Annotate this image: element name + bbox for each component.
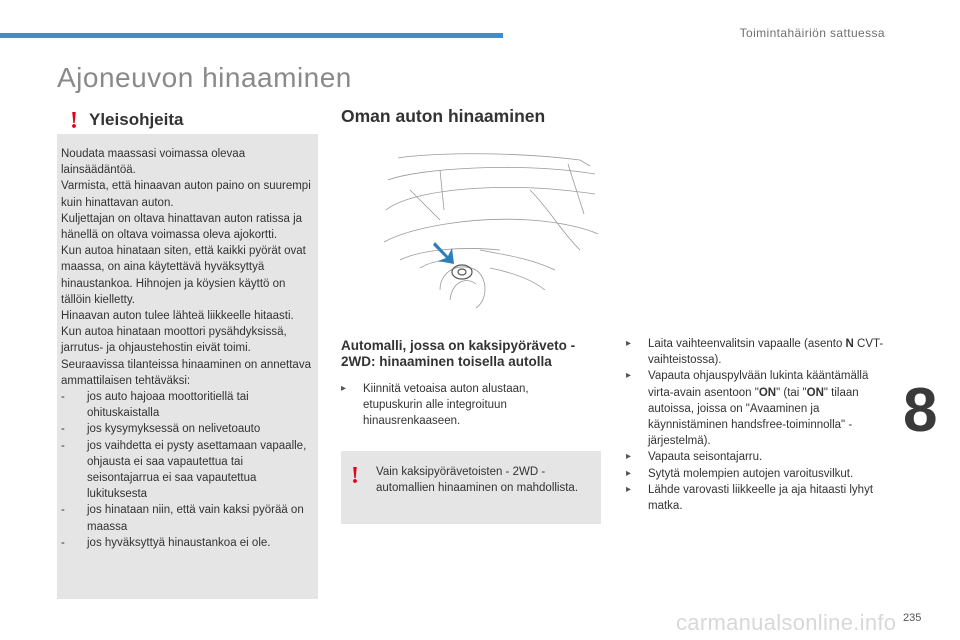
towing-steps-column-a [341,381,591,430]
list-item: - jos hyväksyttyä hinaustankoa ei ole. [61,535,315,551]
page-title: Ajoneuvon hinaaminen [57,62,352,93]
general-instructions-text [61,146,315,551]
step-text: (tai " [783,386,807,399]
general-instructions-title: Yleisohjeita [89,110,184,129]
paragraph: Seuraavissa tilanteissa hinaaminen on annettava ammattilaisen tehtäväksi: [61,358,311,387]
step-emphasis: ON [758,386,777,399]
step-emphasis: ON [806,386,824,399]
own-car-towing-title: Oman auton hinaaminen [341,106,546,126]
warning-icon: ! [70,108,78,134]
section-label: Toimintahäiriön sattuessa [739,26,885,40]
step-text: Vapauta ohjauspylvään lukinta [648,370,804,383]
step-item: ▸ Vapauta seisontajarru. [626,449,888,465]
paragraph: Kuljettajan on oltava hinattavan auton ratissa ja hänellä on oltava voimassa oleva ajokortti. [61,212,303,242]
step-item: ▸ Sytytä molempien autojen varoitusvilkut. [626,466,888,482]
list-item: - jos kysymyksessä on nelivetoauto [61,421,315,437]
warning-note-text: Vain kaksipyörävetoisten - 2WD - automallien hinaaminen on mahdollista. [376,466,579,495]
towing-eye-illustration [380,150,602,310]
general-instructions-panel [57,106,318,599]
step-text: Laita vaihteenvalitsin vapaalle (asento [648,338,846,350]
step-item: ▸ Lähde varovasti liikkeelle ja aja hitaasti lyhyt matka. [626,482,888,514]
paragraph: Varmista, että hinaavan auton paino on suurempi kuin hinattavan auton. [61,180,311,209]
towing-steps-column-b [626,336,888,514]
chapter-number: 8 [903,376,938,445]
list-item: - jos hinataan niin, että vain kaksi pyörää on maassa [61,502,315,534]
warning-icon: ! [351,463,359,489]
paragraph: Kun autoa hinataan moottori pysähdyksissä, jarrutus- ja ohjaustehostin eivät toimi. [61,326,287,355]
step-item [626,368,888,449]
step-item [626,336,888,368]
header-accent-bar [0,33,503,38]
warning-note-box [341,451,601,524]
professional-towing-list [61,389,315,551]
step-text: kääntämällä virta-avain asentoon " [648,370,869,399]
step-text: " [776,386,781,399]
list-item: - jos auto hajoaa moottoritiellä tai ohituskaistalla [61,389,315,421]
list-item: - jos vaihdetta ei pysty asettamaan vapaalle, ohjausta ei saa vapautettua tai seisontajarrua ei saa vapautettua lukituksesta [61,438,315,503]
page-number: 235 [903,612,922,624]
step-text: CVT-vaihteistossa). [648,338,884,367]
general-instructions-header [57,106,318,134]
paragraph: Kun autoa hinataan siten, että kaikki pyörät ovat maassa, on aina käytettävä hyväksyttyä hinaustankoa. Hihnojen ja köysien käyttö on tällöin kielletty. [61,245,306,306]
paragraph: Noudata maassasi voimassa olevaa lainsäädäntöä. [61,148,246,177]
step-text: " tilaan autoissa, joissa on "Avaaminen ja käynnistäminen handsfree-toiminnolla" -järjestelmä). [648,386,859,448]
step-item: ▸ Kiinnitä vetoaisa auton alustaan, etupuskurin alle integroituun hinausrenkaaseen. [341,381,591,430]
watermark: carmanualsonline.info [676,610,897,635]
two-wheel-drive-subtitle: Automalli, jossa on kaksipyöräveto - 2WD: hinaaminen toisella autolla [341,338,576,369]
paragraph: Hinaavan auton tulee lähteä liikkeelle hitaasti. [61,310,294,323]
step-emphasis: N [845,338,854,350]
